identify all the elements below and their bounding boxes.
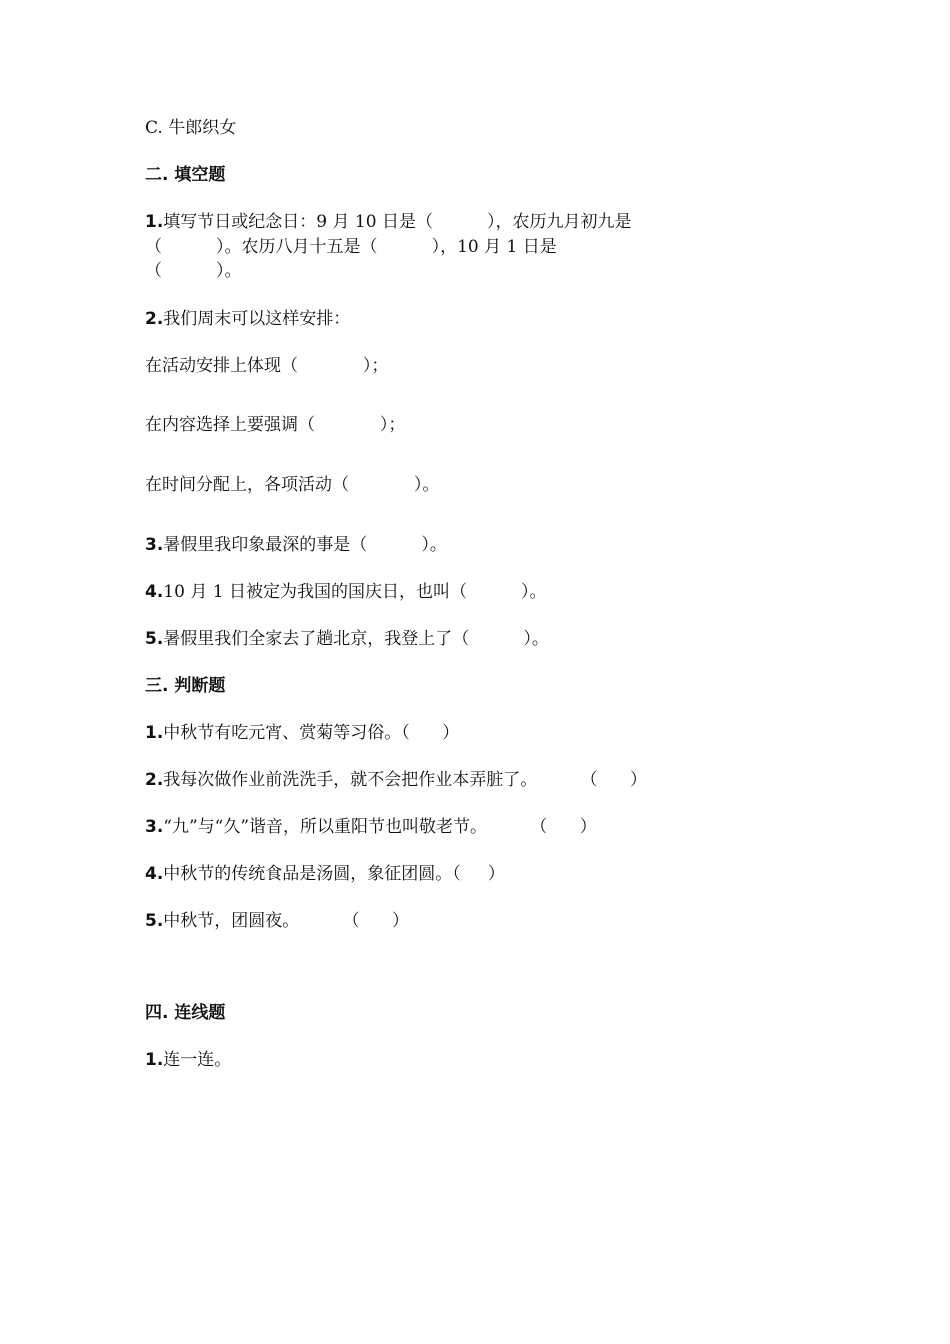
question-number: 2. bbox=[145, 309, 164, 329]
question-number: 1. bbox=[145, 723, 164, 743]
section-heading-judge: 三. 判断题 bbox=[145, 676, 226, 696]
question-text: 我每次做作业前洗洗手，就不会把作业本弄脏了。 （ ） bbox=[163, 770, 647, 790]
judge-question-2 bbox=[145, 768, 647, 792]
match-question-1 bbox=[145, 1048, 231, 1072]
judge-question-5 bbox=[145, 909, 409, 933]
fill-question-3 bbox=[145, 533, 447, 557]
question-text: 10 月 1 日被定为我国的国庆日，也叫（ ）。 bbox=[163, 582, 547, 602]
question-number: 5. bbox=[145, 629, 164, 649]
fill-question-2-item-a: 在活动安排上体现（ ）； bbox=[145, 356, 389, 376]
question-text: 我们周末可以这样安排： bbox=[163, 309, 351, 329]
question-number: 4. bbox=[145, 582, 164, 602]
fill-question-5 bbox=[145, 627, 549, 651]
fill-question-2-item-b: 在内容选择上要强调（ ）； bbox=[145, 415, 406, 435]
question-text: 暑假里我印象最深的事是（ ）。 bbox=[163, 535, 447, 555]
question-number: 3. bbox=[145, 535, 164, 555]
judge-question-3 bbox=[145, 815, 597, 839]
question-text: 中秋节的传统食品是汤圆，象征团圆。（ ） bbox=[163, 864, 505, 884]
question-number: 1. bbox=[145, 1050, 164, 1070]
fill-question-4 bbox=[145, 580, 547, 604]
question-number: 3. bbox=[145, 817, 164, 837]
fill-question-2-item-c: 在时间分配上，各项活动（ ）。 bbox=[145, 475, 440, 495]
section-heading-match: 四. 连线题 bbox=[145, 1003, 226, 1023]
question-text: 连一连。 bbox=[163, 1050, 232, 1070]
question-number: 4. bbox=[145, 864, 164, 884]
question-number: 2. bbox=[145, 770, 164, 790]
fill-question-1-line-2: （ ）。农历八月十五是（ ），10 月 1 日是 bbox=[145, 237, 557, 257]
section-heading-fill: 二. 填空题 bbox=[145, 165, 226, 185]
question-text: 暑假里我们全家去了趟北京，我登上了（ ）。 bbox=[163, 629, 549, 649]
judge-question-4 bbox=[145, 862, 505, 886]
question-text: 中秋节有吃元宵、赏菊等习俗。（ ） bbox=[163, 723, 460, 743]
judge-question-1 bbox=[145, 721, 459, 745]
fill-question-1 bbox=[145, 210, 632, 234]
option-c: C. 牛郎织女 bbox=[145, 118, 237, 138]
fill-question-1-line-3: （ ）。 bbox=[145, 261, 242, 281]
question-number: 5. bbox=[145, 911, 164, 931]
question-text: 填写节日或纪念日：9 月 10 日是（ ），农历九月初九是 bbox=[163, 212, 632, 232]
fill-question-2 bbox=[145, 307, 350, 331]
question-number: 1. bbox=[145, 212, 164, 232]
question-text: 中秋节，团圆夜。 （ ） bbox=[163, 911, 409, 931]
question-text: “九”与“久”谐音，所以重阳节也叫敬老节。 （ ） bbox=[163, 817, 597, 837]
